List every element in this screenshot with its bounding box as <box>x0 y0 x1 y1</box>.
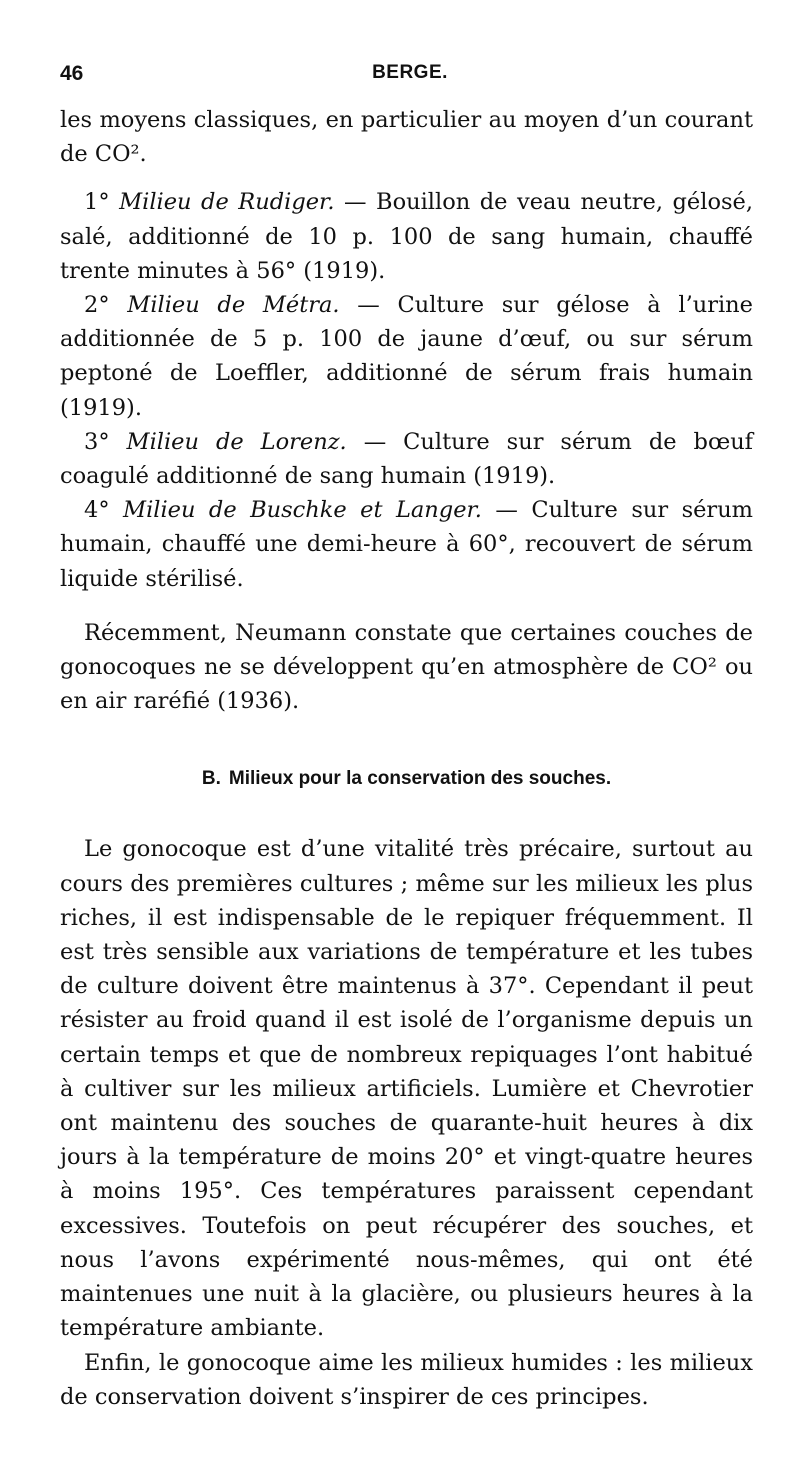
page-number: 46 <box>60 62 84 85</box>
section-label: B. <box>201 768 221 790</box>
item-number: 2° <box>84 292 128 319</box>
item-text: — Culture sur sérum de bœuf coagulé additionné de sang humain (1919). <box>60 428 754 490</box>
item-title: Milieu de Lorenz. <box>126 428 347 455</box>
list-item-buschke-langer <box>60 493 753 596</box>
item-title: Milieu de Buschke et Langer. <box>123 497 482 524</box>
final-paragraph: Enfin, le gonocoque aime les milieux humides : les milieux de conservation doivent s’inspirer de ces principes. <box>60 1349 753 1410</box>
page-header <box>60 62 760 90</box>
list-item-metra <box>60 288 753 425</box>
list-item-lorenz <box>60 425 753 493</box>
running-head: BERGE. <box>372 62 448 83</box>
section-heading <box>60 764 753 794</box>
list-item-rudiger <box>60 185 753 288</box>
item-text: — Culture sur gélose à l’urine additionnée de 5 p. 100 de jaune d’œuf, ou sur sérum peptoné de Loeffler, additionné de sérum frais humain (1919). <box>60 292 753 421</box>
item-text: — Bouillon de veau neutre, gélosé, salé, additionné de 10 p. 100 de sang humain, chauffé trente minutes à 56° (1919). <box>60 189 754 284</box>
page-body <box>60 103 753 1414</box>
recent-paragraph: Récemment, Neumann constate que certaines couches de gonocoques ne se développent qu’en atmosphère de CO² ou en air raréfié (1936). <box>60 619 753 715</box>
item-number: 3° <box>84 428 127 455</box>
intro-paragraph: les moyens classiques, en particulier au moyen d’un courant de CO². <box>60 107 753 168</box>
section-title: Milieux pour la conservation des souches. <box>228 768 612 790</box>
item-text: — Culture sur sérum humain, chauffé une demi-heure à 60°, recouvert de sérum liquide stérilisé. <box>60 497 754 592</box>
item-title: Milieu de Métra. <box>127 292 340 319</box>
conservation-paragraph: Le gonocoque est d’une vitalité très précaire, surtout au cours des premières cultures ; même sur les milieux les plus riches, il est indispensable de le repiquer fréquemment. Il est très sensible aux variations de température et les tubes de culture doivent être maintenus à 37°. Cependant il peut résister au froid quand il est isolé de l’organisme depuis un certain temps et que de nombreux repiquages l’ont habitué à cultiver sur les milieux artificiels. Lumière et Chevrotier ont maintenu des souches de quarante-huit heures à dix jours à la température de moins 20° et vingt-quatre heures à moins 195°. Ces températures paraissent cependant excessives. Toutefois on peut récupérer des souches, et nous l’avons expérimenté nous-mêmes, qui ont été maintenues une nuit à la glacière, ou plusieurs heures à la température ambiante. <box>60 836 753 1342</box>
item-number: 4° <box>84 497 124 524</box>
item-number: 1° <box>84 189 120 216</box>
item-title: Milieu de Rudiger. <box>119 189 335 216</box>
